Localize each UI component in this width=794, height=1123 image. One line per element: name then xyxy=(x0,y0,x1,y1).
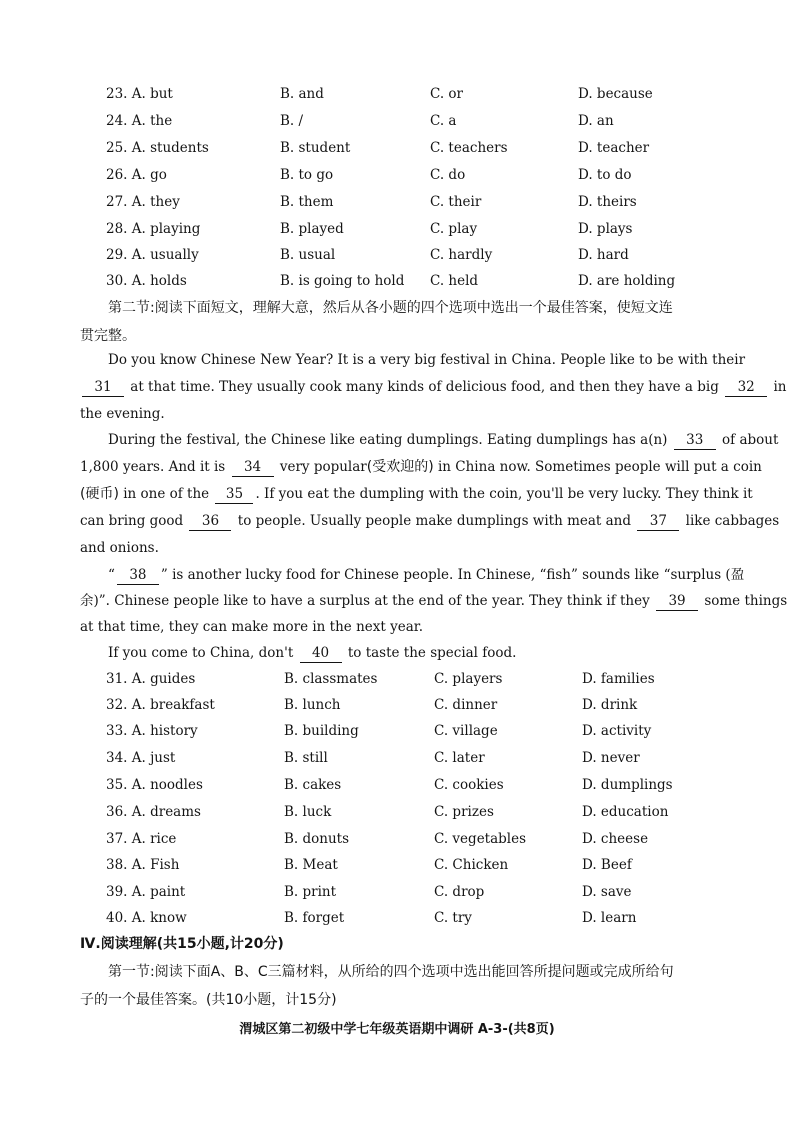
blank-40: 40 xyxy=(300,644,342,663)
option-a: 38. A. Fish xyxy=(106,857,180,873)
option-d: D. cheese xyxy=(582,831,649,847)
question-row xyxy=(0,719,794,743)
option-a: 37. A. rice xyxy=(106,831,177,847)
passage-line xyxy=(108,563,745,587)
blank-35: 35 xyxy=(215,485,253,504)
question-row xyxy=(0,667,794,691)
option-b: B. usual xyxy=(280,247,336,263)
question-row xyxy=(0,746,794,770)
option-a: 26. A. go xyxy=(106,167,167,183)
blank-32: 32 xyxy=(725,378,767,397)
blank-36: 36 xyxy=(189,512,231,531)
passage-line xyxy=(80,455,762,479)
option-c: C. held xyxy=(430,273,479,289)
section2-instruction-cont: 贯完整。 xyxy=(80,328,136,344)
option-a: 25. A. students xyxy=(106,140,209,156)
passage-line xyxy=(108,641,742,665)
option-d: D. families xyxy=(582,671,655,687)
option-d: D. because xyxy=(578,86,653,102)
option-c: C. cookies xyxy=(434,777,504,793)
option-d: D. learn xyxy=(582,910,637,926)
option-c: C. do xyxy=(430,167,466,183)
option-b: B. played xyxy=(280,221,344,237)
blank-31: 31 xyxy=(82,378,124,397)
passage-text: in one of the xyxy=(123,486,210,502)
option-d: D. theirs xyxy=(578,194,637,210)
passage-text: at that time. They usually cook many kinds of delicious food, and then they have a big xyxy=(130,379,719,395)
passage-line: at that time, they can make more in the next year. xyxy=(80,619,424,635)
passage-line xyxy=(108,428,779,452)
question-row xyxy=(0,243,794,267)
passage-line xyxy=(80,375,787,399)
passage-line xyxy=(80,482,753,506)
option-a: 35. A. noodles xyxy=(106,777,203,793)
passage-text: to people. Usually people make dumplings with meat and xyxy=(237,513,632,529)
passage-gloss: (硬币) xyxy=(80,486,119,502)
option-b: B. still xyxy=(284,750,328,766)
option-c: C. drop xyxy=(434,884,485,900)
question-row xyxy=(0,853,794,877)
question-row xyxy=(0,136,794,160)
passage-text: some things xyxy=(704,593,788,609)
option-a: 34. A. just xyxy=(106,750,176,766)
passage-line xyxy=(80,589,788,613)
option-b: B. donuts xyxy=(284,831,350,847)
passage-line: the evening. xyxy=(80,406,165,422)
question-row xyxy=(0,109,794,133)
section-iv-heading: Ⅳ.阅读理解(共15小题,计20分) xyxy=(80,936,284,952)
option-b: B. / xyxy=(280,113,304,129)
question-row xyxy=(0,906,794,930)
option-a: 31. A. guides xyxy=(106,671,196,687)
option-d: D. drink xyxy=(582,697,638,713)
section2-instruction: 第二节:阅读下面短文，理解大意，然后从各小题的四个选项中选出一个最佳答案，使短文连 xyxy=(108,300,673,316)
option-a: 39. A. paint xyxy=(106,884,186,900)
option-d: D. Beef xyxy=(582,857,632,873)
blank-38: 38 xyxy=(117,566,159,585)
option-c: C. teachers xyxy=(430,140,508,156)
passage-text: like cabbages xyxy=(685,513,780,529)
option-d: D. plays xyxy=(578,221,633,237)
passage-line: Do you know Chinese New Year? It is a very big festival in China. People like to be with their xyxy=(108,352,746,368)
option-c: C. village xyxy=(434,723,498,739)
question-row xyxy=(0,827,794,851)
option-a: 28. A. playing xyxy=(106,221,201,237)
option-b: B. building xyxy=(284,723,359,739)
option-c: C. try xyxy=(434,910,472,926)
option-b: B. student xyxy=(280,140,351,156)
page-footer: 渭城区第二初级中学七年级英语期中调研 A-3-(共8页) xyxy=(239,1022,555,1037)
question-row xyxy=(0,82,794,106)
option-c: C. dinner xyxy=(434,697,498,713)
question-row xyxy=(0,773,794,797)
option-b: B. Meat xyxy=(284,857,338,873)
option-b: B. print xyxy=(284,884,337,900)
option-b: B. is going to hold xyxy=(280,273,405,289)
option-b: B. them xyxy=(280,194,334,210)
option-a: 24. A. the xyxy=(106,113,173,129)
passage-gloss: (受欢迎的) xyxy=(366,459,434,475)
option-a: 27. A. they xyxy=(106,194,180,210)
option-c: C. players xyxy=(434,671,503,687)
option-c: C. their xyxy=(430,194,482,210)
passage-text: in China now. Sometimes people will put a coin xyxy=(437,459,762,475)
option-d: D. activity xyxy=(582,723,652,739)
blank-34: 34 xyxy=(232,458,274,477)
passage-text: can bring good xyxy=(80,513,184,529)
question-row xyxy=(0,163,794,187)
option-a: 32. A. breakfast xyxy=(106,697,215,713)
passage-text: . If you eat the dumpling with the coin, you'll be very lucky. They think it xyxy=(255,486,753,502)
passage-text: 1,800 years. And it is xyxy=(80,459,226,475)
passage-line xyxy=(80,509,780,533)
option-d: D. teacher xyxy=(578,140,650,156)
question-row xyxy=(0,269,794,293)
passage-text: of about xyxy=(722,432,779,448)
option-b: B. cakes xyxy=(284,777,342,793)
option-a: 29. A. usually xyxy=(106,247,199,263)
option-b: B. and xyxy=(280,86,324,102)
question-row xyxy=(0,217,794,241)
option-d: D. never xyxy=(582,750,640,766)
option-a: 40. A. know xyxy=(106,910,187,926)
blank-37: 37 xyxy=(637,512,679,531)
passage-text: 余)”. Chinese people like to have a surplus at the end of the year. They think if they xyxy=(80,593,650,609)
blank-33: 33 xyxy=(674,431,716,450)
option-c: C. vegetables xyxy=(434,831,527,847)
option-d: D. education xyxy=(582,804,669,820)
option-c: C. a xyxy=(430,113,457,129)
option-b: B. to go xyxy=(280,167,334,183)
option-c: C. hardly xyxy=(430,247,493,263)
question-row xyxy=(0,190,794,214)
option-a: 23. A. but xyxy=(106,86,173,102)
question-row xyxy=(0,800,794,824)
passage-text: in xyxy=(773,379,787,395)
option-a: 33. A. history xyxy=(106,723,198,739)
option-c: C. Chicken xyxy=(434,857,509,873)
option-c: C. later xyxy=(434,750,485,766)
passage-text: During the festival, the Chinese like eating dumplings. Eating dumplings has a(n) xyxy=(108,432,668,448)
question-row xyxy=(0,880,794,904)
passage-text: If you come to China, don't xyxy=(108,645,294,661)
blank-39: 39 xyxy=(656,592,698,611)
passage-text: ” is another lucky food for Chinese people. In Chinese, “fish” sounds like “surplus (盈 xyxy=(160,567,745,583)
option-d: D. are holding xyxy=(578,273,676,289)
option-d: D. save xyxy=(582,884,632,900)
option-a: 30. A. holds xyxy=(106,273,187,289)
option-b: B. lunch xyxy=(284,697,341,713)
section-iv-instruction: 第一节:阅读下面A、B、C三篇材料，从所给的四个选项中选出能回答所提问题或完成所给句 xyxy=(108,964,674,980)
option-d: D. dumplings xyxy=(582,777,673,793)
option-b: B. classmates xyxy=(284,671,378,687)
passage-line: and onions. xyxy=(80,540,159,556)
option-a: 36. A. dreams xyxy=(106,804,201,820)
question-row xyxy=(0,693,794,717)
option-b: B. forget xyxy=(284,910,345,926)
option-d: D. hard xyxy=(578,247,629,263)
option-c: C. prizes xyxy=(434,804,494,820)
option-d: D. to do xyxy=(578,167,632,183)
section-iv-instruction-cont: 子的一个最佳答案。(共10小题，计15分) xyxy=(80,992,337,1008)
passage-text: “ xyxy=(108,567,115,583)
passage-text: very popular xyxy=(279,459,367,475)
option-c: C. play xyxy=(430,221,478,237)
option-b: B. luck xyxy=(284,804,332,820)
option-d: D. an xyxy=(578,113,614,129)
option-c: C. or xyxy=(430,86,464,102)
passage-text: to taste the special food. xyxy=(347,645,517,661)
